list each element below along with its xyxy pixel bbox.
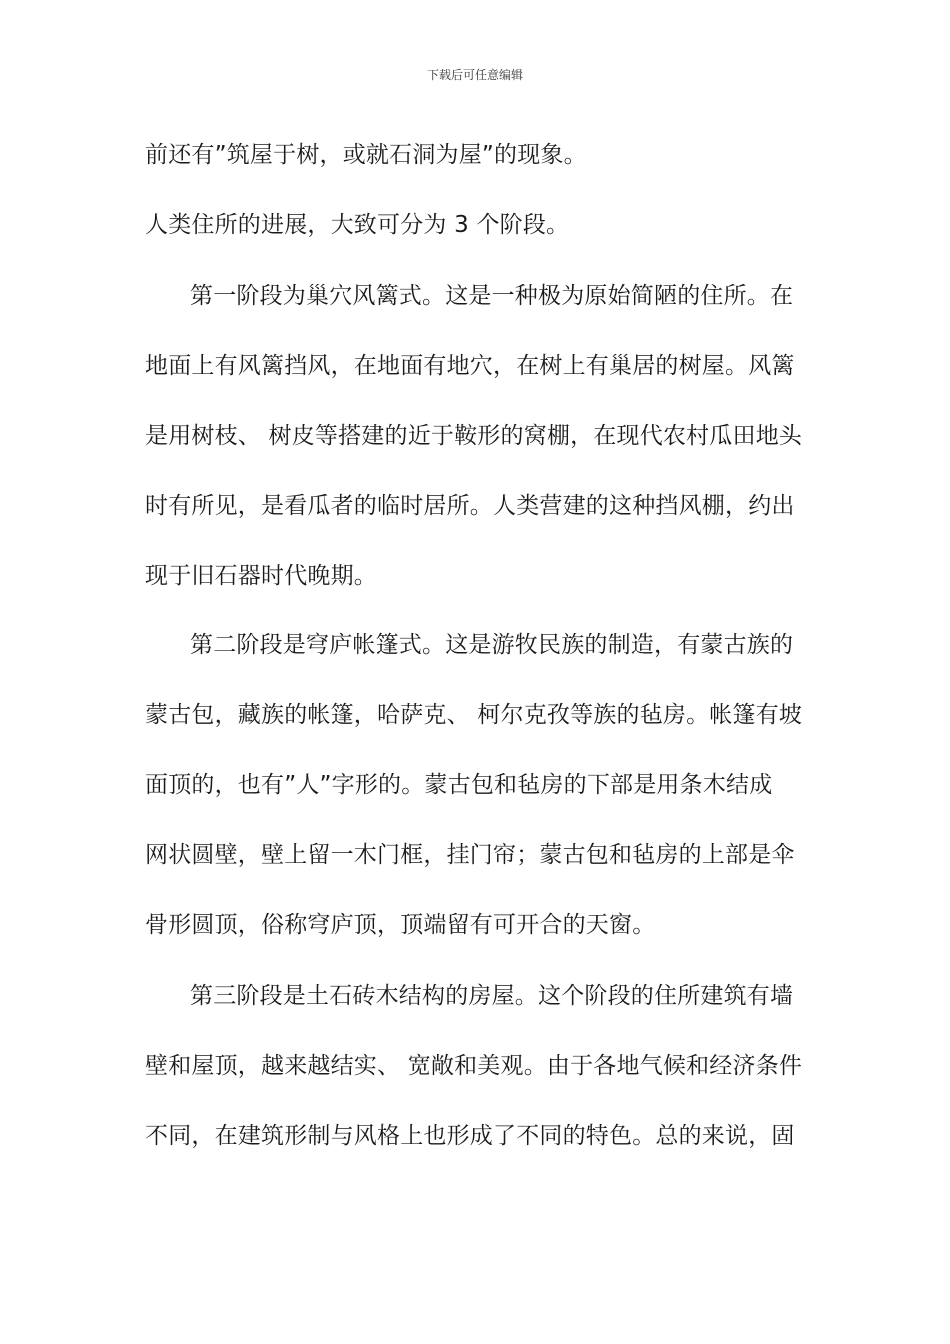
text-line: 现于旧石器时代晚期。: [145, 563, 377, 589]
text-line: 壁和屋顶，越来越结实、 宽敞和美观。由于各地气候和经济条件: [145, 1053, 803, 1079]
text-line: 面顶的，也有”人”字形的。蒙古包和毡房的下部是用条木结成: [145, 772, 773, 798]
text-line: 地面上有风篱挡风，在地面有地穴，在树上有巢居的树屋。风篱: [145, 353, 795, 379]
paragraph-first-line: 第一阶段为巢穴风篱式。这是一种极为原始简陋的住所。在: [190, 283, 794, 309]
text-line: 人类住所的进展，大致可分为 3 个阶段。: [145, 212, 570, 238]
text-line: 骨形圆顶，俗称穹庐顶，顶端留有可开合的天窗。: [145, 912, 656, 938]
paragraph-first-line: 第三阶段是土石砖木结构的房屋。这个阶段的住所建筑有墙: [190, 983, 794, 1009]
text-line: 蒙古包，藏族的帐篷，哈萨克、 柯尔克孜等族的毡房。帐篷有坡: [145, 702, 803, 728]
paragraph-first-line: 第二阶段是穹庐帐篷式。这是游牧民族的制造，有蒙古族的: [190, 632, 794, 658]
text-line: 网状圆壁，壁上留一木门框，挂门帘；蒙古包和毡房的上部是伞: [145, 842, 795, 868]
text-line: 是用树枝、 树皮等搭建的近于鞍形的窝棚，在现代农村瓜田地头: [145, 423, 803, 449]
text-line: 时有所见，是看瓜者的临时居所。人类营建的这种挡风棚，约出: [145, 493, 795, 519]
text-line: 不同，在建筑形制与风格上也形成了不同的特色。总的来说，固: [145, 1123, 795, 1149]
text-line: 前还有”筑屋于树，或就石洞为屋”的现象。: [145, 142, 587, 168]
page-header: 下载后可任意编辑: [426, 68, 523, 82]
